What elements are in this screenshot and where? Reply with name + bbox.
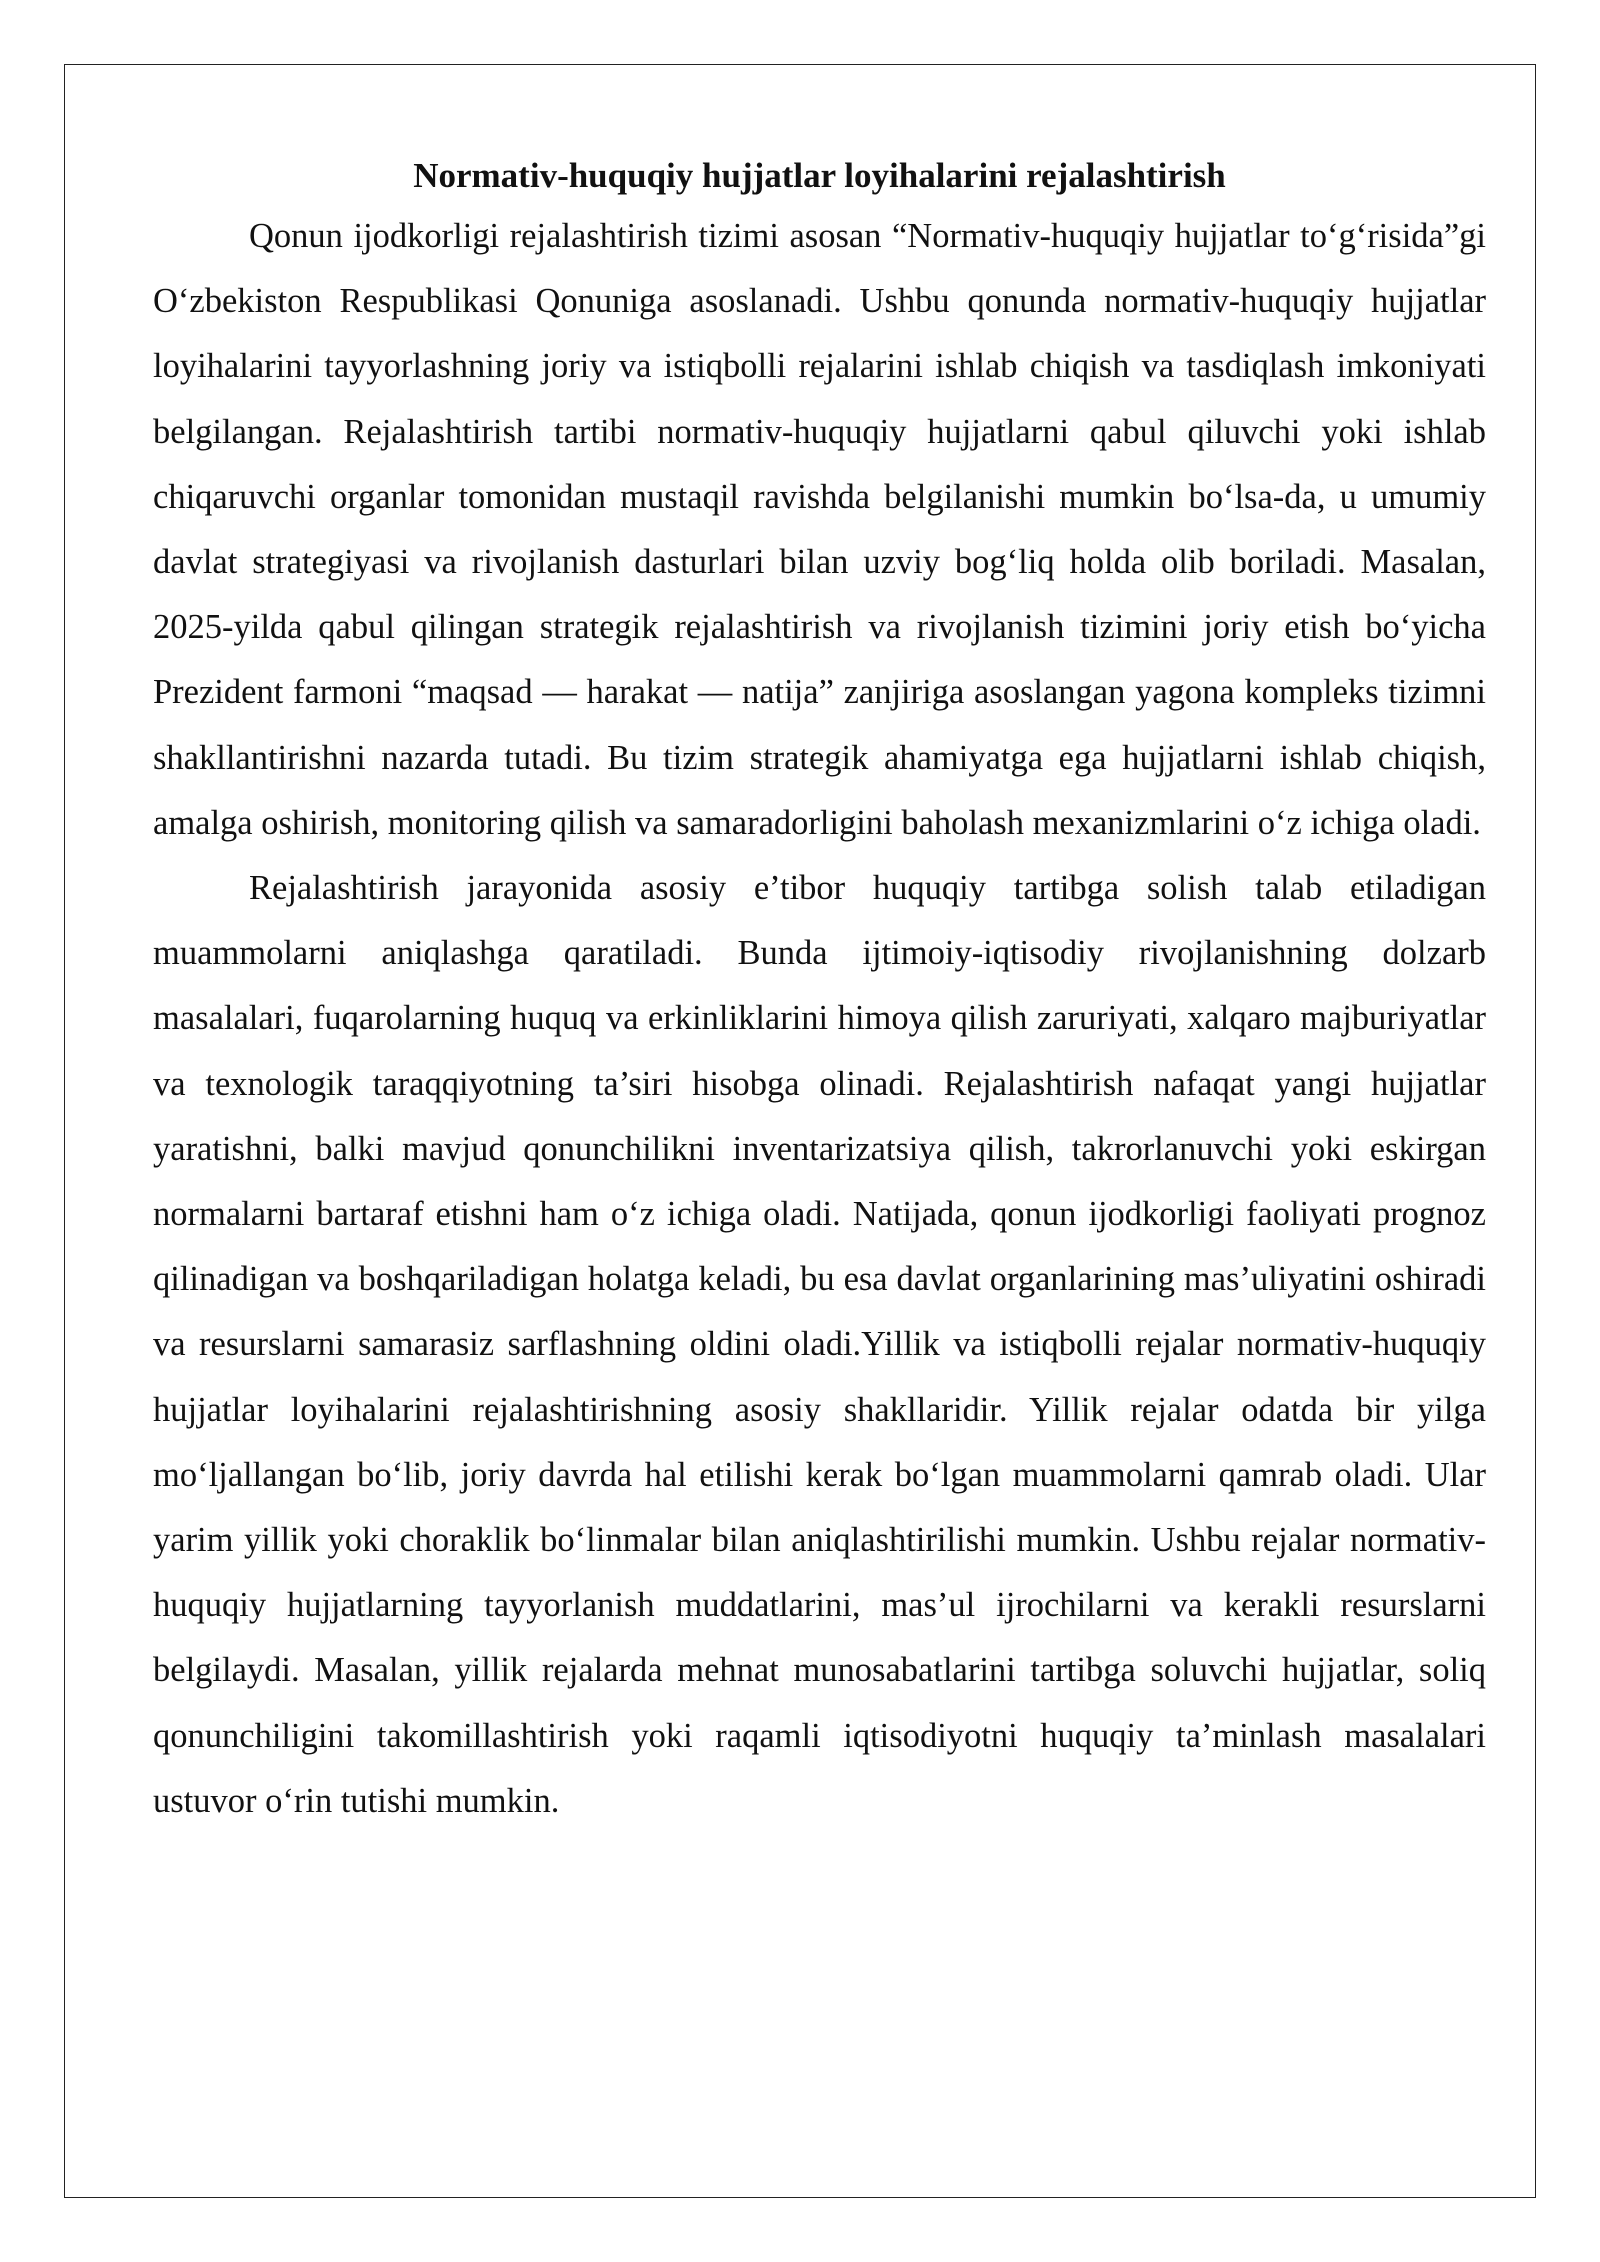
document-title: Normativ-huquqiy hujjatlar loyihalarini rejalashtirish <box>413 156 1226 195</box>
document-body <box>153 148 1486 1834</box>
paragraph-2: Rejalashtirish jarayonida asosiy e’tibor huquqiy tartibga solish talab etiladigan muammolarni aniqlashga qaratiladi. Bunda ijtimoiy-iqtisodiy rivojlanishning dolzarb masalalari, fuqarolarning huquq va erkinliklarini himoya qilish zaruriyati, xalqaro majburiyatlar va texnologik taraqqiyotning ta’siri hisobga olinadi. Rejalashtirish nafaqat yangi hujjatlar yaratishni, balki mavjud qonunchilikni inventarizatsiya qilish, takrorlanuvchi yoki eskirgan normalarni bartaraf etishni ham o‘z ichiga oladi. Natijada, qonun ijodkorligi faoliyati prognoz qilinadigan va boshqariladigan holatga keladi, bu esa davlat organlarining mas’uliyatini oshiradi va resurslarni samarasiz sarflashning oldini oladi.Yillik va istiqbolli rejalar normativ-huquqiy hujjatlar loyihalarini rejalashtirishning asosiy shakllaridir. Yillik rejalar odatda bir yilga mo‘ljallangan bo‘lib, joriy davrda hal etilishi kerak bo‘lgan muammolarni qamrab oladi. Ular yarim yillik yoki choraklik bo‘linmalar bilan aniqlashtirilishi mumkin. Ushbu rejalar normativ-huquqiy hujjatlarning tayyorlanish muddatlarini, mas’ul ijrochilarni va kerakli resurslarni belgilaydi. Masalan, yillik rejalarda mehnat munosabatlarini tartibga soluvchi hujjatlar, soliq qonunchiligini takomillashtirish yoki raqamli iqtisodiyotni huquqiy ta’minlash masalalari ustuvor o‘rin tutishi mumkin. <box>153 869 1486 1820</box>
paragraph-1: Qonun ijodkorligi rejalashtirish tizimi asosan “Normativ-huquqiy hujjatlar to‘g‘risida”gi O‘zbekiston Respublikasi Qonuniga asoslanadi. Ushbu qonunda normativ-huquqiy hujjatlar loyihalarini tayyorlashning joriy va istiqbolli rejalarini ishlab chiqish va tasdiqlash imkoniyati belgilangan. Rejalashtirish tartibi normativ-huquqiy hujjatlarni qabul qiluvchi yoki ishlab chiqaruvchi organlar tomonidan mustaqil ravishda belgilanishi mumkin bo‘lsa-da, u umumiy davlat strategiyasi va rivojlanish dasturlari bilan uzviy bog‘liq holda olib boriladi. Masalan, 2025-yilda qabul qilingan strategik rejalashtirish va rivojlanish tizimini joriy etish bo‘yicha Prezident farmoni “maqsad — harakat — natija” zanjiriga asoslangan yagona kompleks tizimni shakllantirishni nazarda tutadi. Bu tizim strategik ahamiyatga ega hujjatlarni ishlab chiqish, amalga oshirish, monitoring qilish va samaradorligini baholash mexanizmlarini o‘z ichiga oladi. <box>153 217 1486 842</box>
